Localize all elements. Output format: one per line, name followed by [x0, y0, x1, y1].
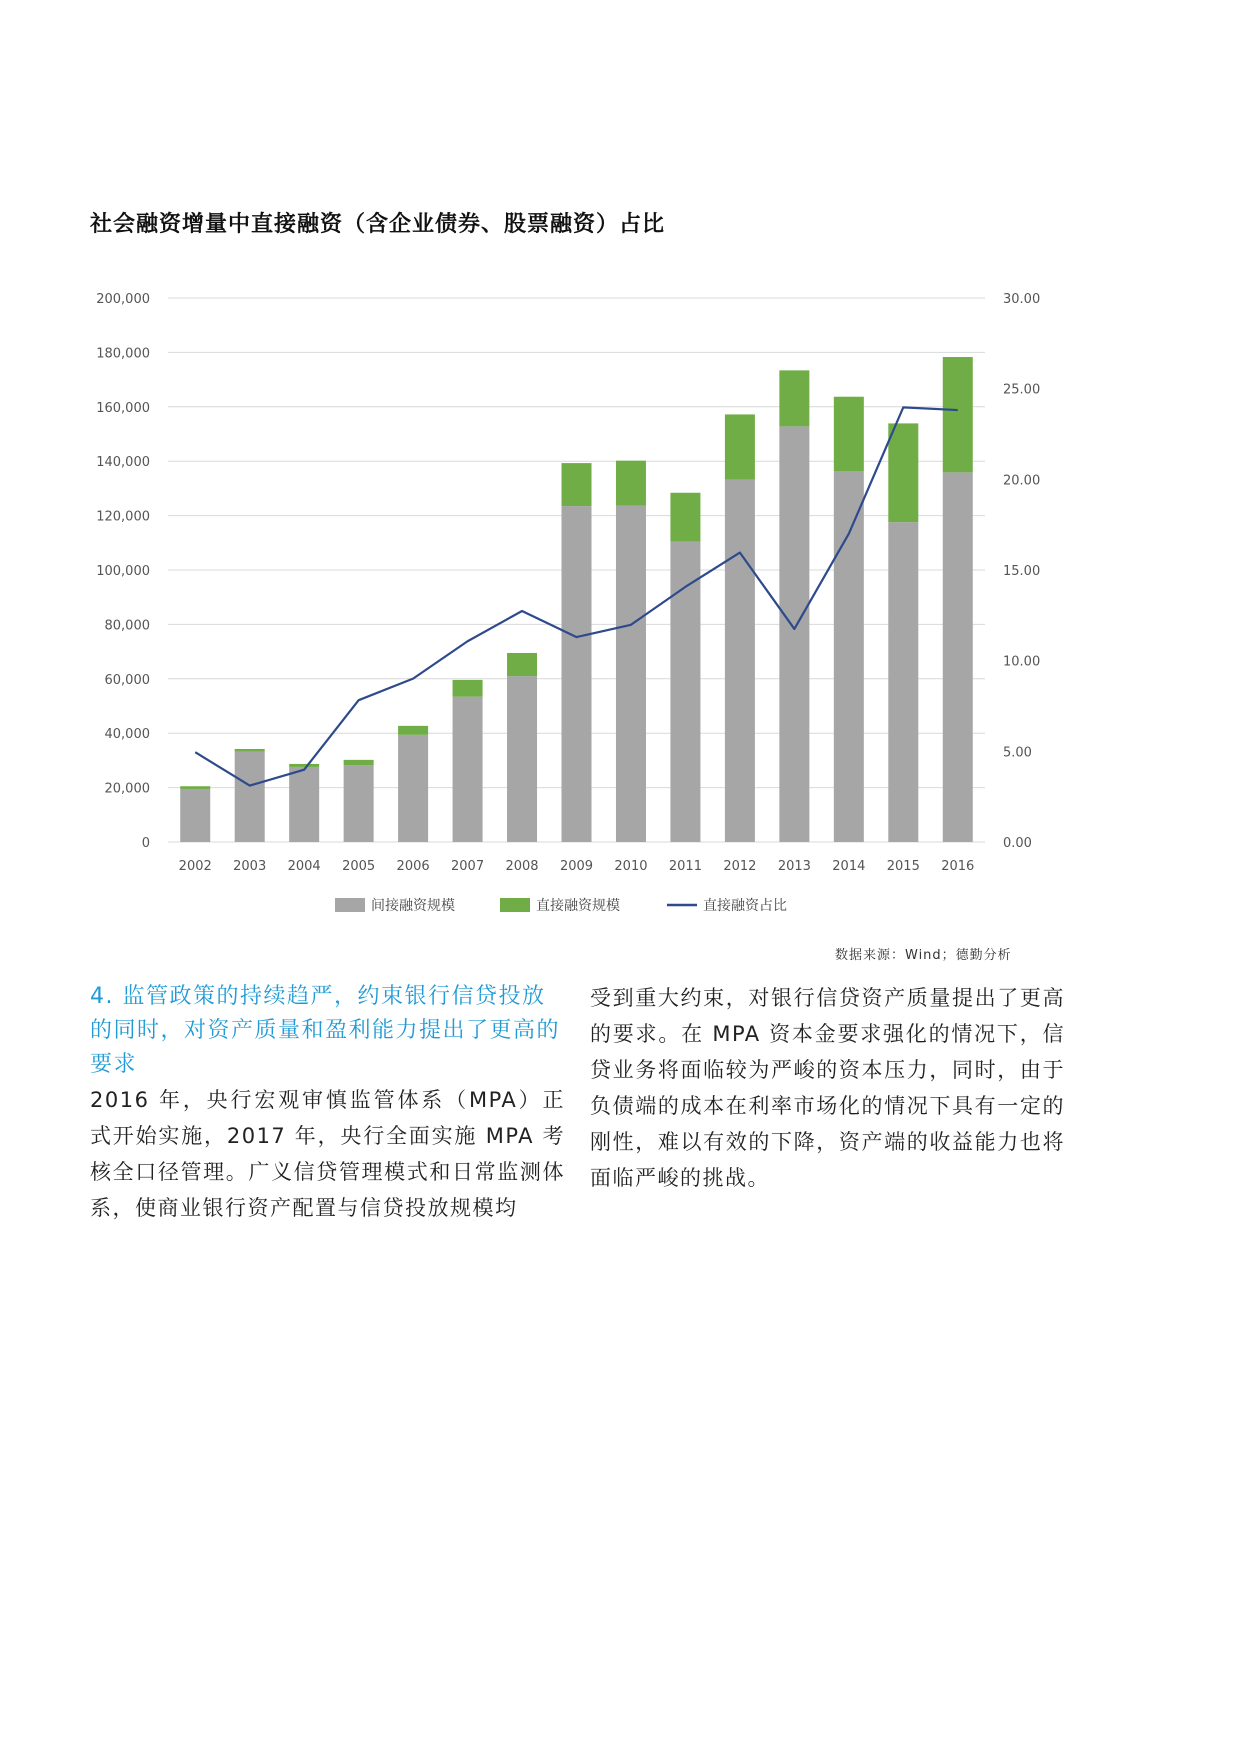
bar-indirect: [888, 522, 918, 842]
x-tick-label: 2009: [559, 859, 594, 874]
section-heading: 4. 监管政策的持续趋严，约束银行信贷投放的同时，对资产质量和盈利能力提出了更高的要求: [90, 984, 561, 1077]
bar-direct: [670, 493, 700, 542]
y-right-tick-label: 30.00: [1003, 292, 1041, 307]
bar-direct: [725, 414, 755, 479]
bar-indirect: [289, 767, 319, 842]
x-tick-label: 2003: [233, 859, 267, 874]
bar-indirect: [344, 765, 374, 842]
left-paragraph: 2016 年，央行宏观审慎监管体系（MPA）正式开始实施，2017 年，央行全面实施 MPA 考核全口径管理。广义信贷管理模式和日常监测体系，使商业银行资产配置与信贷投放规模均: [90, 1088, 565, 1220]
x-tick-label: 2004: [287, 859, 321, 874]
x-tick-label: 2013: [777, 859, 811, 874]
bar-direct: [562, 463, 592, 506]
bar-indirect: [453, 697, 483, 842]
bar-indirect: [398, 735, 428, 842]
legend-label: 直接融资占比: [703, 898, 787, 914]
y-left-tick-label: 20,000: [104, 781, 150, 797]
y-right-tick-label: 20.00: [1003, 473, 1041, 489]
bar-direct: [888, 423, 918, 522]
y-left-tick-label: 0: [141, 836, 150, 851]
y-left-tick-label: 140,000: [96, 455, 150, 471]
x-tick-label: 2008: [505, 859, 539, 874]
bar-indirect: [562, 506, 592, 842]
x-tick-label: 2014: [832, 859, 866, 874]
bar-indirect: [507, 676, 537, 842]
legend-label: 直接融资规模: [536, 898, 620, 914]
left-column: [90, 980, 565, 1226]
x-tick-label: 2007: [451, 859, 485, 874]
bar-direct: [507, 653, 537, 676]
y-left-tick-label: 120,000: [96, 509, 150, 525]
y-left-tick-label: 100,000: [96, 564, 150, 579]
bar-indirect: [779, 426, 809, 842]
y-right-tick-label: 10.00: [1003, 654, 1041, 670]
x-tick-label: 2012: [723, 859, 757, 874]
legend-swatch: [335, 898, 365, 912]
x-tick-label: 2015: [886, 859, 920, 874]
y-right-tick-label: 0.00: [1003, 836, 1032, 851]
right-paragraph: 受到重大约束，对银行信贷资产质量提出了更高的要求。在 MPA 资本金要求强化的情况下，信贷业务将面临较为严峻的资本压力，同时，由于负债端的成本在利率市场化的情况下具有一定的刚性，难以有效的下降，资产端的收益能力也将面临严峻的挑战。: [590, 986, 1065, 1190]
bar-direct: [616, 461, 646, 506]
right-column: [590, 980, 1065, 1196]
bar-indirect: [180, 789, 210, 842]
x-tick-label: 2010: [614, 859, 648, 874]
y-right-tick-label: 15.00: [1003, 564, 1041, 579]
bar-indirect: [235, 752, 265, 842]
legend-label: 间接融资规模: [371, 898, 455, 914]
y-left-tick-label: 180,000: [96, 346, 150, 362]
bar-direct: [344, 760, 374, 765]
bar-indirect: [616, 506, 646, 842]
bar-direct: [289, 764, 319, 767]
bar-direct: [834, 397, 864, 471]
legend-swatch: [500, 898, 530, 912]
y-right-tick-label: 5.00: [1003, 745, 1032, 761]
y-left-tick-label: 160,000: [96, 400, 150, 416]
bar-direct: [398, 726, 428, 735]
bar-direct: [180, 786, 210, 789]
bar-direct: [235, 749, 265, 752]
bar-direct: [453, 680, 483, 697]
y-right-tick-label: 25.00: [1003, 382, 1041, 398]
y-left-tick-label: 40,000: [104, 727, 150, 743]
y-left-tick-label: 200,000: [96, 292, 150, 307]
bar-direct: [779, 370, 809, 426]
x-tick-label: 2006: [396, 859, 430, 874]
y-left-tick-label: 60,000: [104, 672, 150, 688]
bar-indirect: [834, 471, 864, 842]
x-tick-label: 2011: [668, 859, 702, 874]
bar-indirect: [943, 472, 973, 842]
bar-indirect: [725, 480, 755, 842]
x-tick-label: 2005: [342, 859, 376, 874]
x-tick-label: 2002: [178, 859, 212, 874]
x-tick-label: 2016: [941, 859, 975, 874]
bar-direct: [943, 357, 973, 472]
y-left-tick-label: 80,000: [104, 618, 150, 634]
source-note: 数据来源：Wind；德勤分析: [835, 948, 1012, 963]
chart-title: 社会融资增量中直接融资（含企业债券、股票融资）占比: [90, 212, 666, 237]
